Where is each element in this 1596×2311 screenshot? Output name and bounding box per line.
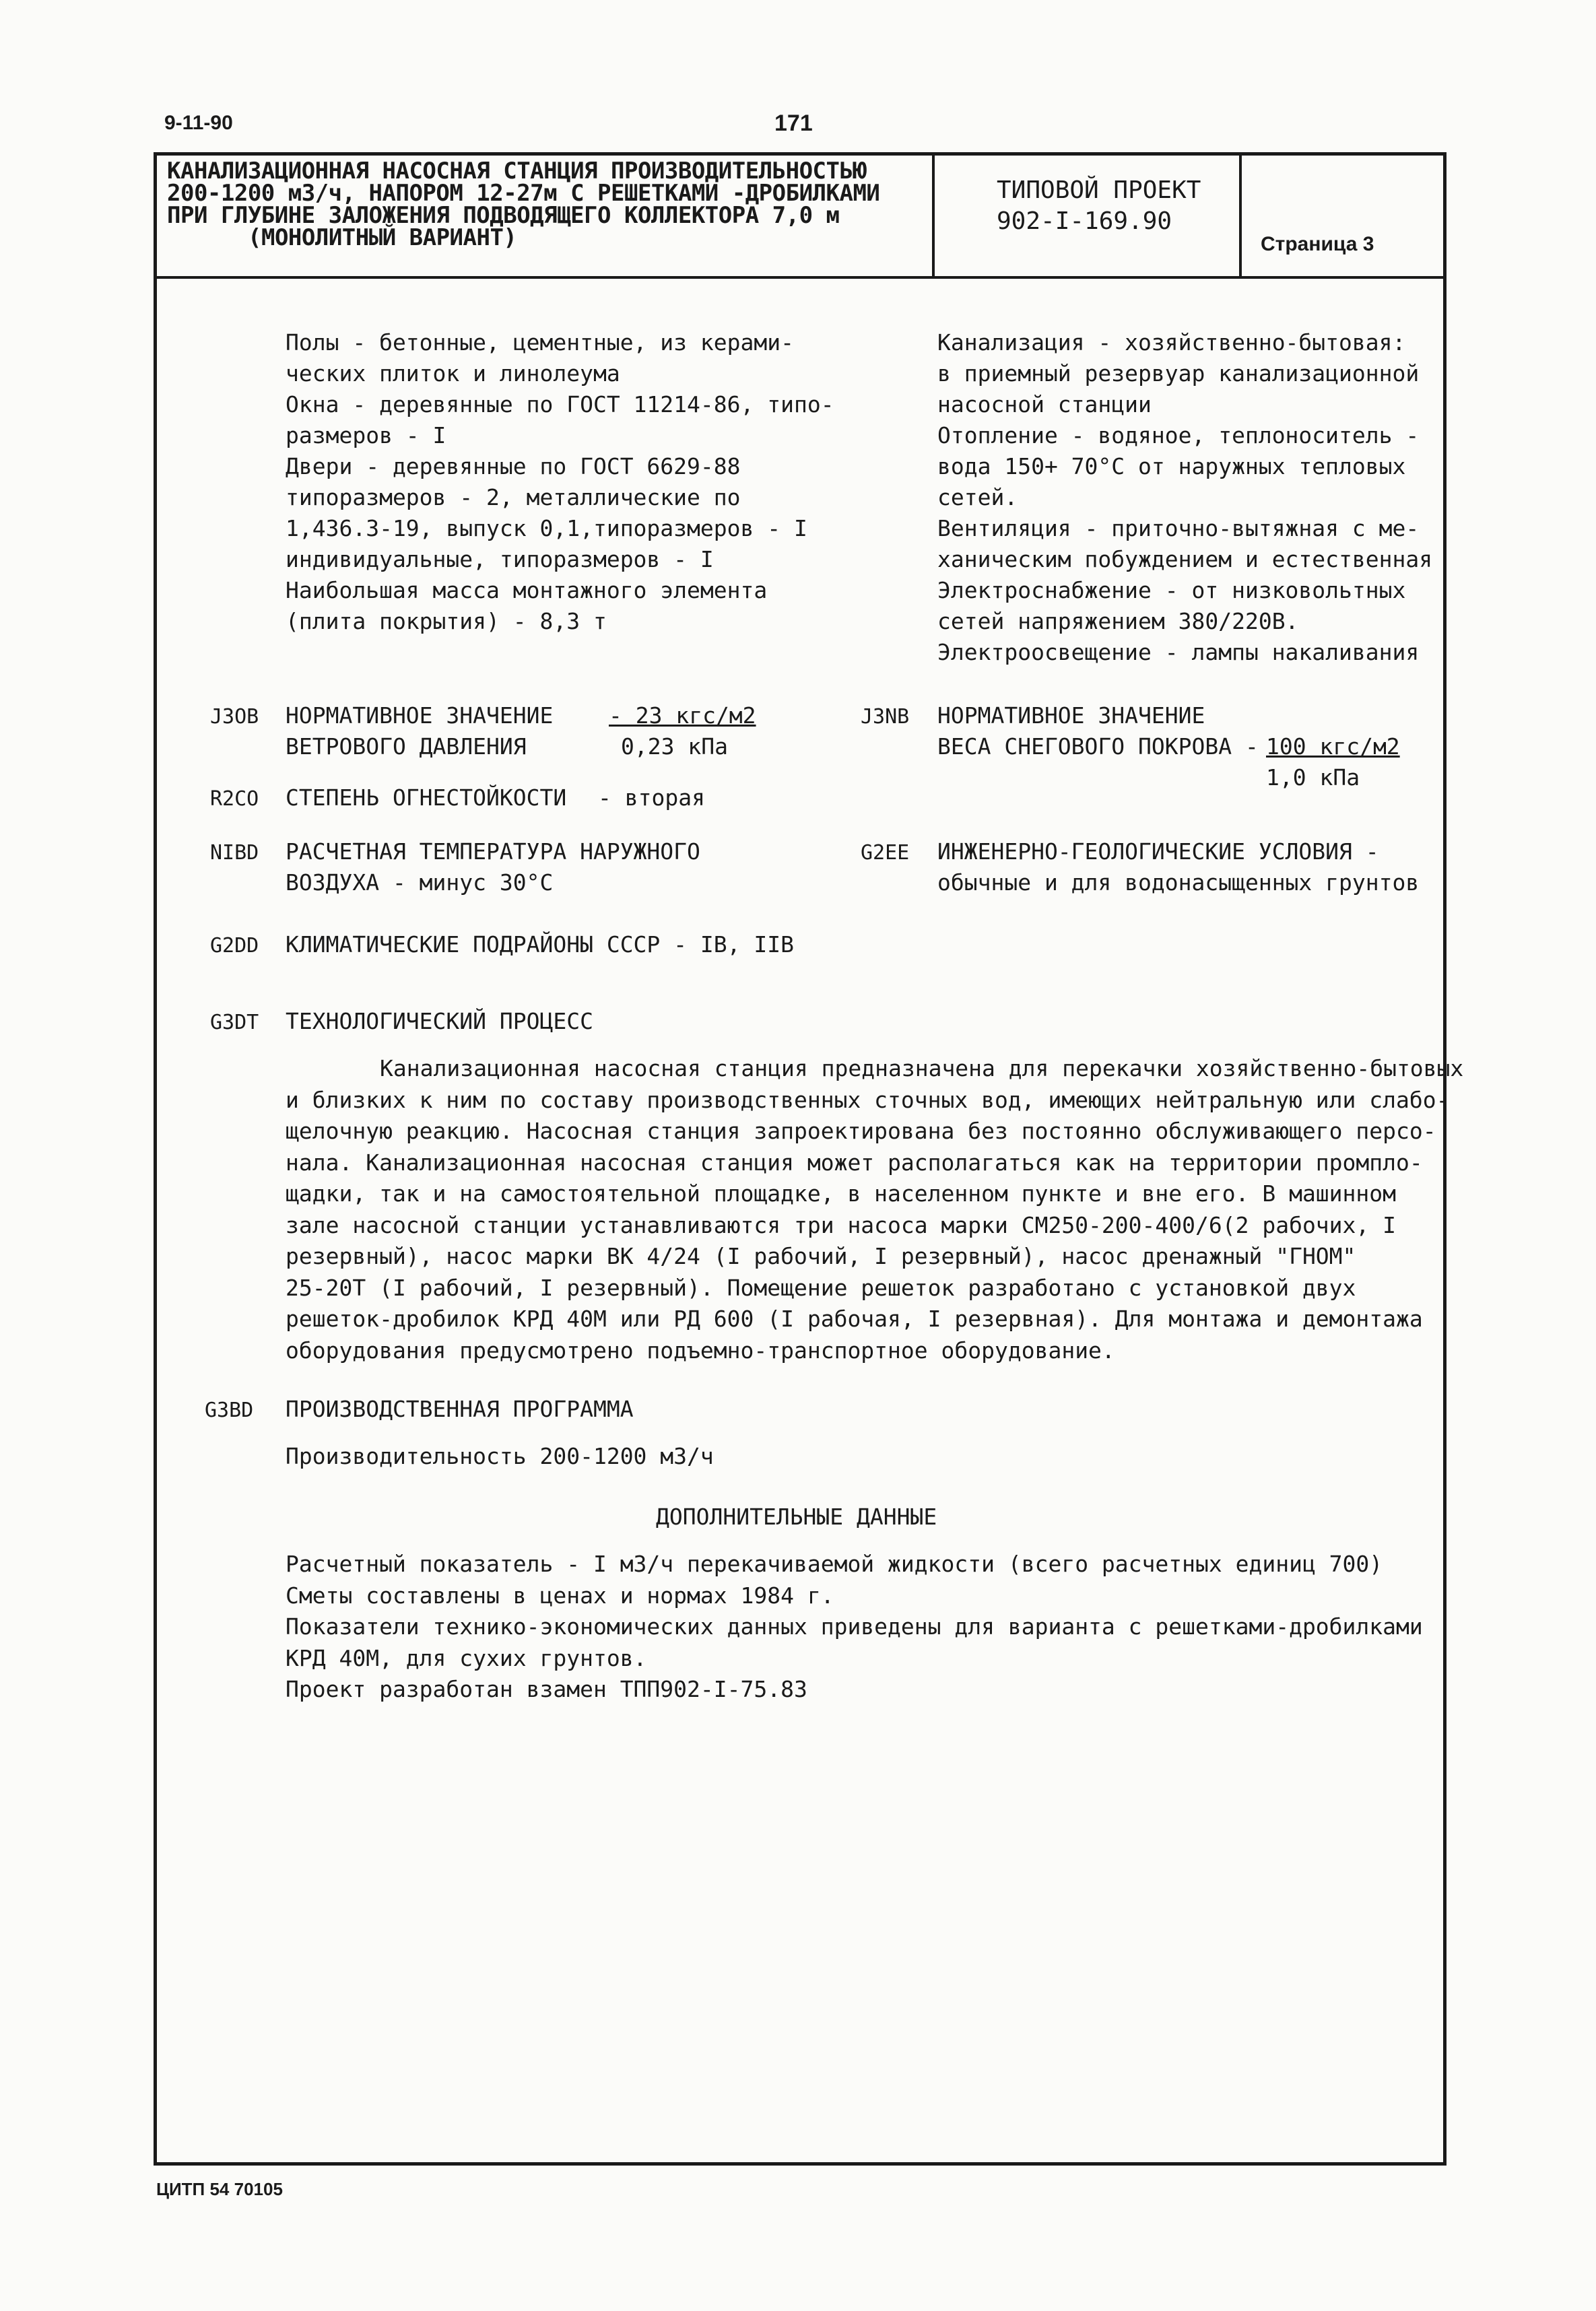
additional-line: Проект разработан взамен ТПП902-I-75.83: [286, 1676, 807, 1702]
process-line: 25-20Т (I рабочий, I резервный). Помещение решеток разработано с установкой двух: [286, 1274, 1356, 1301]
wind-label-2: ВЕТРОВОГО ДАВЛЕНИЯ: [286, 733, 527, 760]
temp-label-1: РАСЧЕТНАЯ ТЕМПЕРАТУРА НАРУЖНОГО: [286, 838, 700, 865]
additional-heading: ДОПОЛНИТЕЛЬНЫЕ ДАННЫЕ: [656, 1504, 937, 1530]
header-title: [167, 160, 928, 249]
right-line: Электроснабжение - от низковольтных: [937, 577, 1406, 603]
sheet-label: Страница 3: [1261, 233, 1374, 255]
right-column: [937, 327, 1432, 668]
wind-value-1: - 23 кгс/м2: [609, 702, 756, 729]
header-column-divider-2: [1239, 152, 1242, 277]
right-line: сетей.: [937, 484, 1018, 510]
additional-line: Расчетный показатель - I м3/ч перекачиваемой жидкости (всего расчетных единиц 700): [286, 1551, 1383, 1577]
geo-code: G2EE: [861, 841, 910, 865]
process-code: G3DT: [210, 1011, 259, 1034]
left-line: размеров - I: [286, 422, 446, 448]
left-line: ческих плиток и линолеума: [286, 360, 620, 387]
program-label: ПРОИЗВОДСТВЕННАЯ ПРОГРАММА: [286, 1396, 634, 1422]
left-line: типоразмеров - 2, металлические по: [286, 484, 741, 510]
right-line: Электроосвещение - лампы накаливания: [937, 639, 1420, 665]
snow-label-1: НОРМАТИВНОЕ ЗНАЧЕНИЕ: [937, 702, 1205, 729]
program-code: G3BD: [205, 1399, 254, 1422]
title-line: (МОНОЛИТНЫЙ ВАРИАНТ): [248, 224, 517, 251]
left-column: [286, 327, 834, 637]
additional-line: КРД 40М, для сухих грунтов.: [286, 1644, 647, 1671]
wind-value-2: 0,23 кПа: [621, 733, 728, 760]
additional-line: Показатели технико-экономических данных приведены для варианта с решетками-дробилками: [286, 1613, 1423, 1640]
left-line: Полы - бетонные, цементные, из керами-: [286, 329, 794, 356]
left-line: 1,436.3-19, выпуск 0,1,типоразмеров - I: [286, 515, 807, 541]
program-value: Производительность 200-1200 м3/ч: [286, 1443, 714, 1469]
temp-code: NIBD: [210, 841, 259, 865]
title-line: 200-1200 м3/ч, НАПОРОМ 12-27м С РЕШЕТКАМИ -ДРОБИЛКАМИ: [167, 180, 880, 207]
right-line: насосной станции: [937, 391, 1152, 417]
header-divider: [154, 276, 1447, 279]
right-line: Отопление - водяное, теплоноситель -: [937, 422, 1420, 448]
process-label: ТЕХНОЛОГИЧЕСКИЙ ПРОЦЕСС: [286, 1008, 593, 1034]
right-line: вода 150+ 70°С от наружных тепловых: [937, 453, 1406, 479]
left-line: (плита покрытия) - 8,3 т: [286, 608, 607, 634]
process-line: зале насосной станции устанавливаются три насоса марки СМ250-200-400/6(2 рабочих, I: [286, 1211, 1397, 1238]
project-label: ТИПОВОЙ ПРОЕКТ: [997, 176, 1201, 204]
header-column-divider-1: [932, 152, 935, 277]
process-line: нала. Канализационная насосная станция может располагаться как на территории промпло-: [286, 1149, 1423, 1176]
additional-text: [286, 1549, 1423, 1706]
left-line: Наибольшая масса монтажного элемента: [286, 577, 768, 603]
fire-code: R2CO: [210, 787, 259, 811]
snow-code: J3NB: [861, 705, 910, 729]
right-line: ханическим побуждением и естественная: [937, 546, 1433, 572]
page-number: 171: [774, 110, 813, 136]
right-line: Вентиляция - приточно-вытяжная с ме-: [937, 515, 1420, 541]
title-line: ПРИ ГЛУБИНЕ ЗАЛОЖЕНИЯ ПОДВОДЯЩЕГО КОЛЛЕКТОРА 7,0 м: [167, 202, 840, 229]
process-line: резервный), насос марки ВК 4/24 (I рабочий, I резервный), насос дренажный "ГНОМ": [286, 1243, 1356, 1269]
geo-label-2: обычные и для водонасыщенных грунтов: [937, 869, 1420, 896]
process-line: Канализационная насосная станция предназначена для перекачки хозяйственно-бытовых: [380, 1055, 1464, 1081]
snow-value-1: 100 кгс/м2: [1266, 733, 1400, 760]
right-line: сетей напряжением 380/220В.: [937, 608, 1299, 634]
fire-value: - вторая: [598, 784, 705, 811]
additional-line: Сметы составлены в ценах и нормах 1984 г.: [286, 1582, 834, 1609]
wind-label-1: НОРМАТИВНОЕ ЗНАЧЕНИЕ: [286, 702, 554, 729]
process-text: [286, 1053, 1463, 1366]
process-line: оборудования предусмотрено подъемно-транспортное оборудование.: [286, 1337, 1115, 1364]
temp-label-2: ВОЗДУХА - минус 30°С: [286, 869, 554, 896]
title-line: КАНАЛИЗАЦИОННАЯ НАСОСНАЯ СТАНЦИЯ ПРОИЗВОДИТЕЛЬНОСТЬЮ: [167, 158, 867, 185]
snow-value-2: 1,0 кПа: [1266, 764, 1360, 791]
process-line: решеток-дробилок КРД 40М или РД 600 (I рабочая, I резервная). Для монтажа и демонтажа: [286, 1306, 1423, 1332]
left-line: индивидуальные, типоразмеров - I: [286, 546, 714, 572]
left-line: Двери - деревянные по ГОСТ 6629-88: [286, 453, 741, 479]
fire-label: СТЕПЕНЬ ОГНЕСТОЙКОСТИ: [286, 784, 567, 811]
process-line: щелочную реакцию. Насосная станция запроектирована без постоянно обслуживающего персо-: [286, 1118, 1436, 1144]
footer-mark: ЦИТП 54 70105: [156, 2179, 283, 2199]
project-code: 902-I-169.90: [997, 207, 1172, 235]
geo-label-1: ИНЖЕНЕРНО-ГЕОЛОГИЧЕСКИЕ УСЛОВИЯ -: [937, 838, 1379, 865]
process-line: и близких к ним по составу производственных сточных вод, имеющих нейтральную или слабо-: [286, 1086, 1450, 1113]
wind-code: J3OB: [210, 705, 259, 729]
document-date: 9-11-90: [164, 112, 233, 134]
left-line: Окна - деревянные по ГОСТ 11214-86, типо-: [286, 391, 834, 417]
process-line: щадки, так и на самостоятельной площадке, в населенном пункте и вне его. В машинном: [286, 1180, 1397, 1207]
right-line: Канализация - хозяйственно-бытовая:: [937, 329, 1406, 356]
snow-label-2: ВЕСА СНЕГОВОГО ПОКРОВА -: [937, 733, 1259, 760]
right-line: в приемный резервуар канализационной: [937, 360, 1420, 387]
climate-label: КЛИМАТИЧЕСКИЕ ПОДРАЙОНЫ СССР - IВ, IIВ: [286, 931, 794, 958]
climate-code: G2DD: [210, 934, 259, 958]
